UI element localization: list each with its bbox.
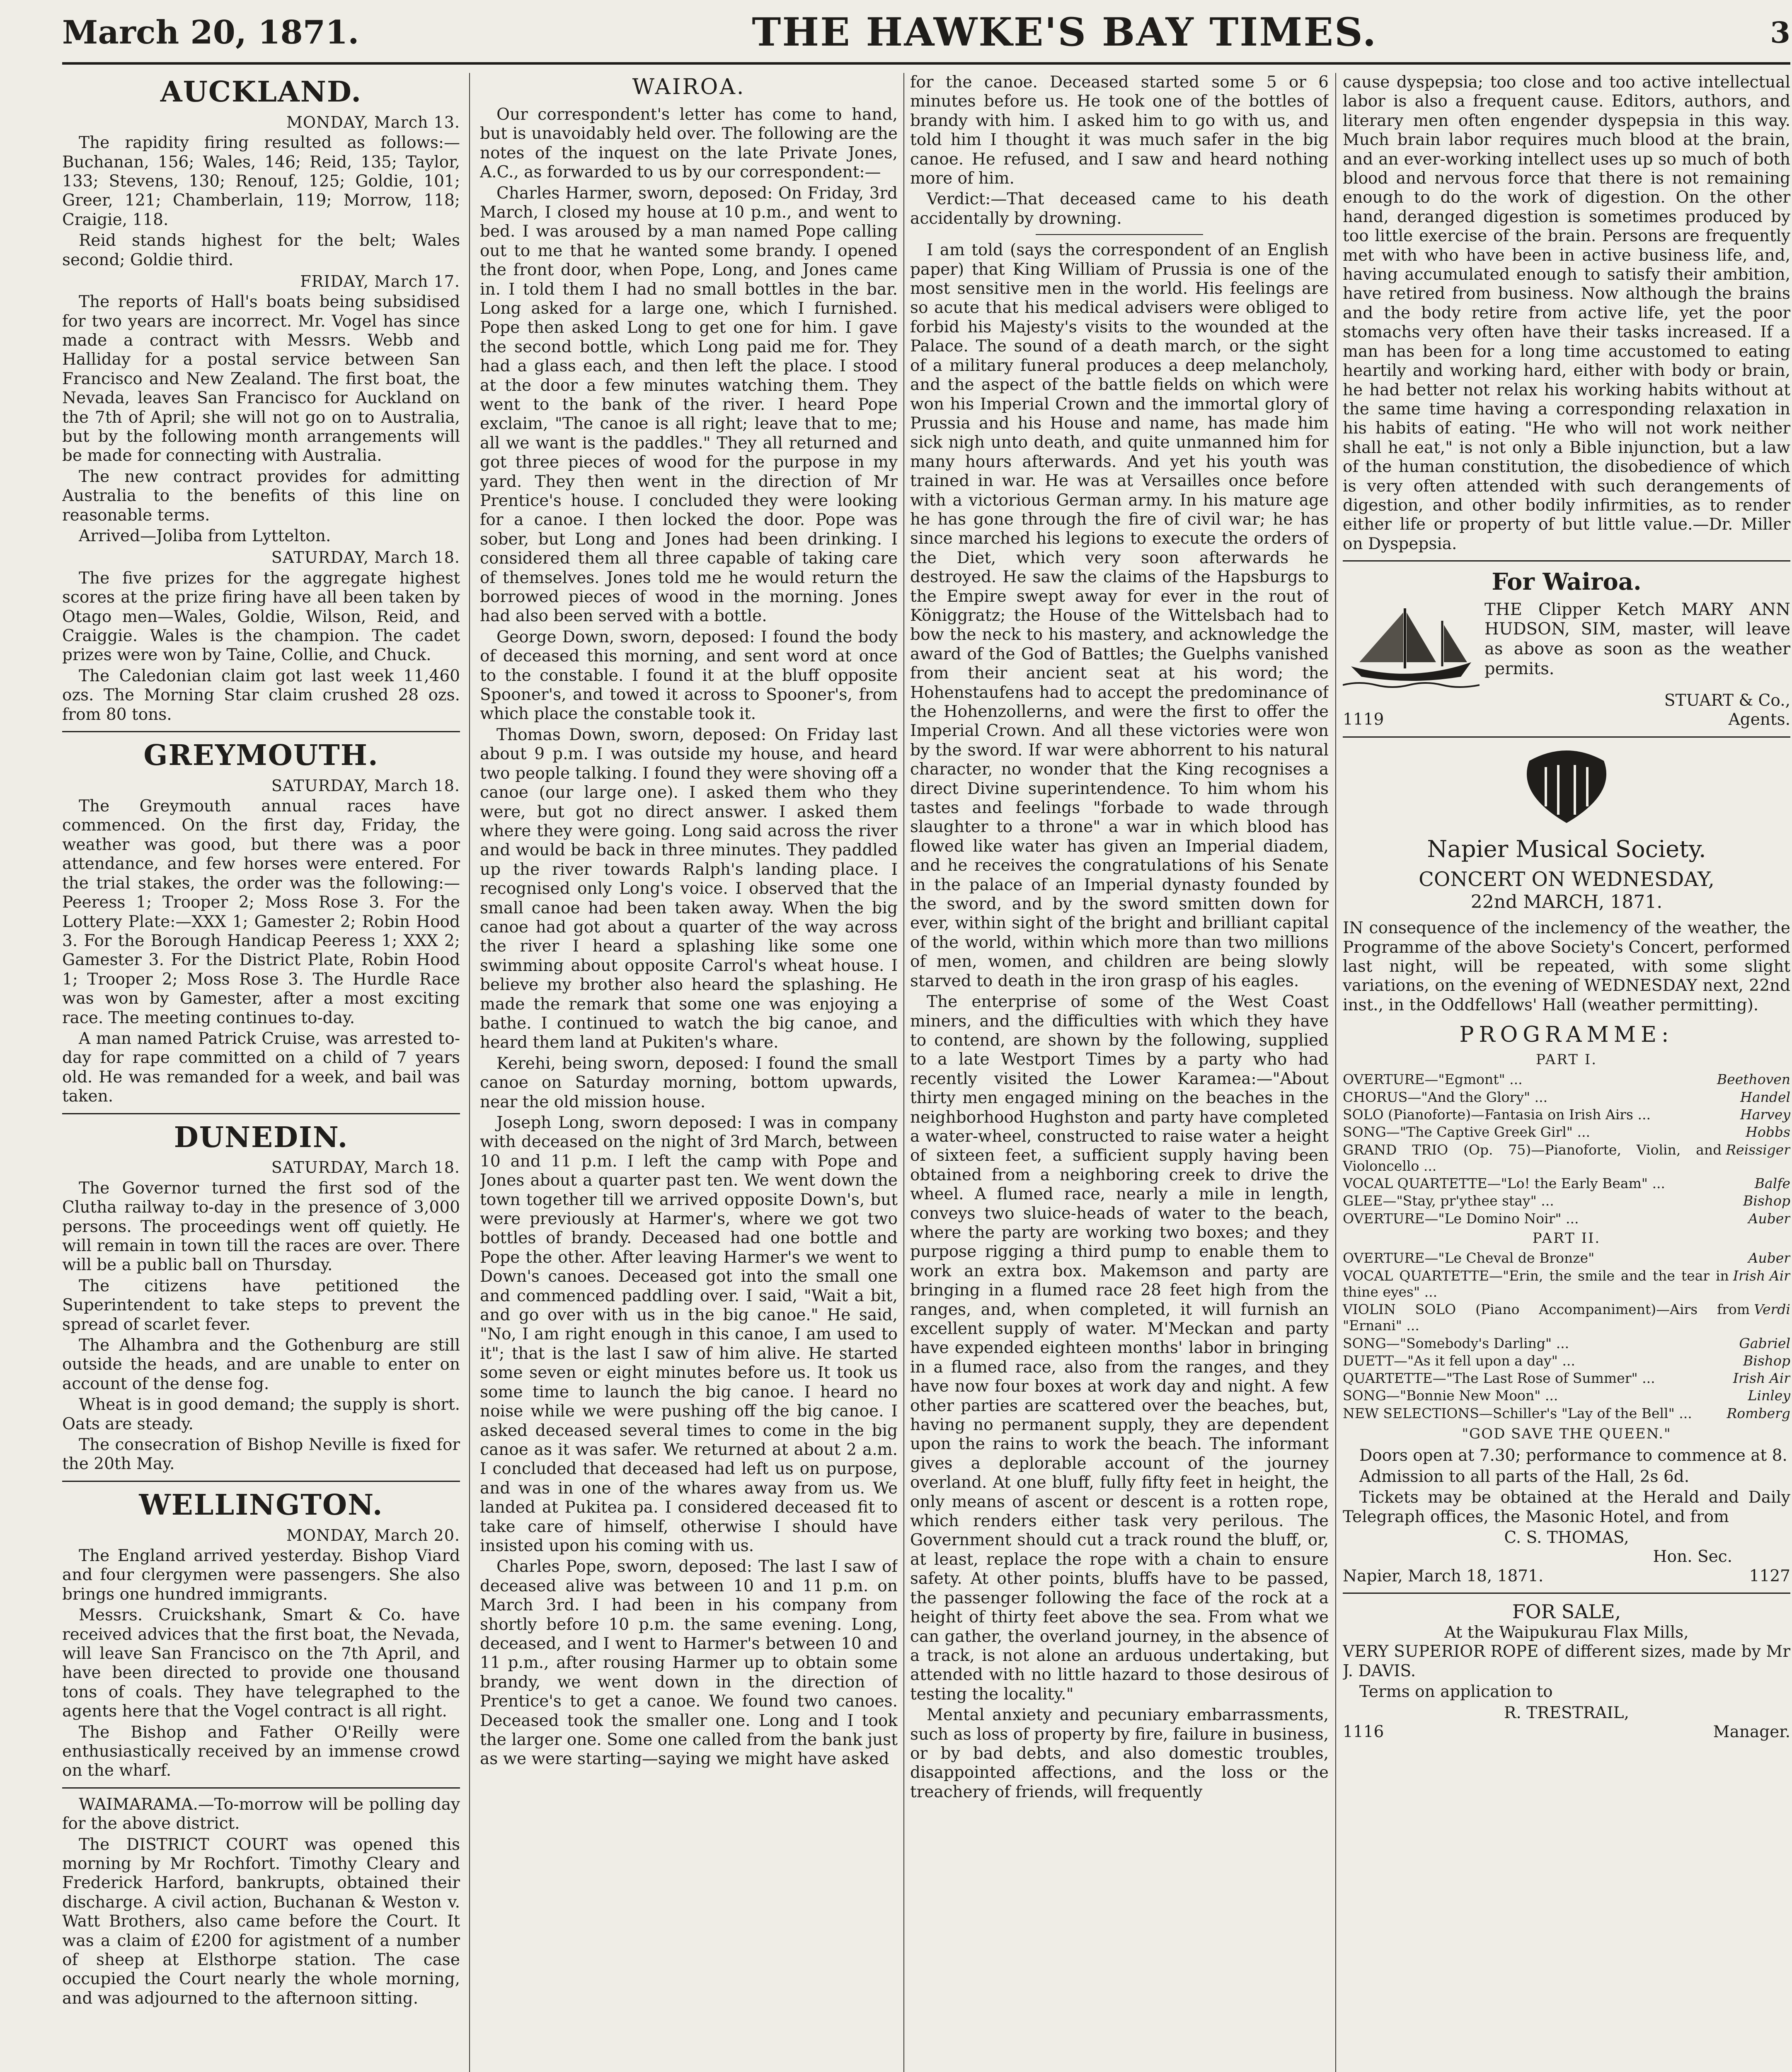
column-3	[910, 73, 1329, 2072]
sale-body: VERY SUPERIOR ROPE of different sizes, made by Mr J. DAVIS.	[1343, 1642, 1790, 1680]
ad-number: 1116	[1343, 1723, 1384, 1742]
programme-list-part-1	[1343, 1071, 1790, 1226]
programme-part-label: PART I.	[1535, 1051, 1598, 1068]
page-number: 3	[1770, 15, 1790, 50]
article-paragraph: The new contract provides for admitting Australia to the benefits of this line on reasonable terms.	[62, 467, 460, 525]
article-paragraph: The rapidity firing resulted as follows:—Buchanan, 156; Wales, 146; Reid, 135; Taylor, 133; Stevens, 130; Renouf, 125; Goldie, 101; Greer, 121; Chamberlain, 119; Morrow, 118; Craigie, 118.	[62, 133, 460, 229]
article-paragraph: Charles Harmer, sworn, deposed: On Friday, 3rd March, I closed my house at 10 p.m., and went to bed. I was aroused by a man named Pope calling out to me that he wanted some brandy. I opened the front door, when Pope, Long, and Jones came in. I told them I had no small bottles in the bar. Long asked for a large one, which I furnished. Pope then asked Long to get one for him. I gave the second bottle, which Long paid me for. They had a glass each, and then left the place. I stood at the door a few minutes watching them. They went to the bank of the river. I heard Pope exclaim, "The canoe is all right; leave that to me; all we want is the paddles." They all returned and got three pieces of wood for the purpose in my yard. They then went in the direction of Mr Prentice's house. I concluded they were looking for a canoe. I then locked the door. Pope was sober, but Long and Jones had been drinking. I considered them all three capable of taking care of themselves. Jones told me he would return the borrowed pieces of wood in the morning. Jones had also been served with a bottle.	[480, 184, 898, 626]
sale-terms: Terms on application to	[1359, 1682, 1553, 1702]
programme-item: SOLO (Pianoforte)—Fantasia on Irish Airs ... Harvey	[1343, 1106, 1790, 1123]
issue-date: March 20, 1871.	[62, 13, 359, 51]
programme-item: OVERTURE—"Le Domino Noir" ... Auber	[1343, 1210, 1790, 1227]
section-heading-dunedin: DUNEDIN.	[174, 1121, 349, 1154]
programme-item: OVERTURE—"Le Cheval de Bronze" Auber	[1343, 1250, 1790, 1266]
concert-notice: IN consequence of the inclemency of the weather, the Programme of the above Society's Concert, performed last night, will be repeated, with some slight variations, on the evening of WEDNESDAY next, 22nd inst., in the Oddfellows' Hall (weather permitting).	[1343, 919, 1790, 1014]
article-paragraph: The Caledonian claim got last week 11,460 ozs. The Morning Star claim crushed 28 ozs. from 80 tons.	[62, 666, 460, 724]
dateline: MONDAY, March 20.	[286, 1526, 460, 1544]
concert-doors: Doors open at 7.30; performance to commence at 8.	[1359, 1446, 1787, 1465]
section-rule	[1343, 560, 1790, 562]
article-paragraph: Our correspondent's letter has come to hand, but is unavoidably held over. The following are the notes of the inquest on the late Private Jones, A.C., as forwarded to us by our correspondent:—	[480, 105, 898, 182]
section-heading-wellington: WELLINGTON.	[139, 1488, 383, 1522]
column-divider	[469, 73, 470, 2072]
ad-agents-label: Agents.	[1728, 710, 1790, 729]
dateline: SATURDAY, March 18.	[271, 548, 460, 567]
section-rule	[1343, 1593, 1790, 1594]
advertisement-wairoa	[1343, 568, 1790, 729]
article-paragraph: Mental anxiety and pecuniary embarrassments, such as loss of property by fire, failure in business, or by bad debts, and also domestic troubles, disappointed affections, and the loss or the treachery of friends, will frequently	[910, 1706, 1329, 1801]
programme-item: VOCAL QUARTETTE—"Erin, the smile and the tear in thine eyes" ... Irish Air	[1343, 1267, 1790, 1300]
sale-subtitle: At the Waipukurau Flax Mills,	[1444, 1623, 1689, 1642]
section-heading-wairoa: WAIROA.	[632, 75, 746, 99]
sale-title: FOR SALE,	[1512, 1600, 1621, 1623]
section-heading-auckland: AUCKLAND.	[160, 75, 362, 109]
section-rule	[62, 1113, 460, 1114]
article-paragraph: Reid stands highest for the belt; Wales second; Goldie third.	[62, 231, 460, 269]
article-paragraph: WAIMARAMA.—To-morrow will be polling day for the above district.	[62, 1795, 460, 1833]
article-paragraph: Verdict:—That deceased came to his death accidentally by drowning.	[910, 190, 1329, 228]
ad-agent: STUART & Co.,	[1664, 691, 1790, 710]
lyre-ornament-icon	[1343, 744, 1790, 832]
advertisement-concert	[1343, 744, 1790, 1586]
article-paragraph: Thomas Down, sworn, deposed: On Friday last about 9 p.m. I was outside my house, and heard two people talking. I found they were shoving off a canoe (our large one). I asked them who they were, but got no direct answer. I asked them where they were going. Long said across the river and would be back in three minutes. They paddled up the river towards Ralph's landing place. I recognised only Long's voice. I observed that the small canoe had been taken away. When the big canoe had got about a quarter of the way across the river I heard a splashing like some one swimming about opposite Carrol's wheat house. I believe my brother also heard the splashing. He made the remark that some one was enjoying a bathe. I continued to watch the big canoe, and heard them land at Pukiten's whare.	[480, 725, 898, 1052]
sale-contact-name: R. TRESTRAIL,	[1504, 1703, 1629, 1722]
dateline: FRIDAY, March 17.	[300, 272, 460, 290]
article-paragraph: The Bishop and Father O'Reilly were enthusiastically received by an immense crowd on the wharf.	[62, 1723, 460, 1780]
article-paragraph: The Governor turned the first sod of the Clutha railway to-day in the presence of 3,000 persons. The proceedings went off quietly. He will remain in town till the races are over. There will be a public ball on Thursday.	[62, 1179, 460, 1275]
article-paragraph: The enterprise of some of the West Coast miners, and the difficulties with which they have to contend, are shown by the following, supplied to a late Westport Times by a party who had recently visited the Lower Karamea:—"About thirty men engaged mining on the beaches in the neighborhood Hughston and party have completed a water-wheel, constructed to raise water a height of sixteen feet, a sufficient supply having been obtained from a neighboring creek to drive the wheel. A flumed race, nearly a mile in length, conveys two sluice-heads of water to the beach, where the party are working two boxes; and they purpose rigging a third pump to enable them to work an extra box. Makemson and party are bringing in a flumed race 28 feet high from the ranges, and, when completed, it will furnish an excellent supply of water. M'Meckan and party have expended eighteen months' labor in bringing in a flumed race, also from the ranges, and they have now four boxes at work day and night. A few other parties are scattered over the beaches, but, having no permanent supply, they are dependent upon the rains to work the beach. The informant gives a deplorable account of the journey overland. At one bluff, fully fifty feet in height, the only means of ascent or descent is a rotten rope, which renders either task very perilous. The Government should cut a track round the bluff, or, at least, replace the rope with a chain to ensure safety. At other points, bluffs have to be passed, the passenger following the face of the rock at a height of thirty feet above the sea. From what we can gather, the overland journey, in the absence of a track, is not alone an arduous undertaking, but attended with no little hazard to those desirous of testing the locality."	[910, 992, 1329, 1704]
article-paragraph: Messrs. Cruickshank, Smart & Co. have received advices that the first boat, the Nevada, will leave San Francisco on the 7th April, and have been directed to provide one thousand tons of coals. They have telegraphed to the agents here that the Vogel contract is all right.	[62, 1606, 460, 1721]
article-paragraph: Arrived—Joliba from Lyttelton.	[79, 527, 331, 546]
article-paragraph: A man named Patrick Cruise, was arrested to-day for rape committed on a child of 7 years old. He was remanded for a week, and bail was taken.	[62, 1029, 460, 1106]
dateline: SATURDAY, March 18.	[271, 1158, 460, 1177]
article-paragraph: The five prizes for the aggregate highest scores at the prize firing have all been taken by Otago men—Wales, Goldie, Wilson, Reid, and Craiggie. Wales is the champion. The cadet prizes were won by Taine, Collie, and Chuck.	[62, 569, 460, 665]
advertisement-rope-sale	[1343, 1600, 1790, 1742]
section-rule	[62, 731, 460, 732]
programme-item: SONG—"The Captive Greek Girl" ... Hobbs	[1343, 1124, 1790, 1140]
society-name: Napier Musical Society.	[1427, 836, 1706, 863]
sailing-ship-icon	[1343, 600, 1480, 691]
article-paragraph: Kerehi, being sworn, deposed: I found the small canoe on Saturday morning, bottom upwards, near the old mission house.	[480, 1054, 898, 1111]
ad-signoff: Napier, March 18, 1871.	[1343, 1566, 1544, 1585]
section-rule	[1343, 736, 1790, 738]
column-1	[62, 73, 460, 2072]
programme-item: OVERTURE—"Egmont" ... Beethoven	[1343, 1071, 1790, 1088]
column-2	[480, 73, 898, 2072]
programme-item: GRAND TRIO (Op. 75)—Pianoforte, Violin, and Violoncello ... Reissiger	[1343, 1141, 1790, 1174]
article-paragraph: The Greymouth annual races have commenced. On the first day, Friday, the weather was good, but there was a poor attendance, and few horses were entered. For the trial stakes, the order was the following:—Peeress 1; Trooper 2; Moss Rose 3. For the Lottery Plate:—XXX 1; Gamester 2; Robin Hood 3. For the Borough Handicap Peeress 1; XXX 2; Gamester 3. For the District Plate, Robin Hood 1; Trooper 2; Moss Rose 3. The Hurdle Race was won by Gamester, after a most exciting race. The meeting continues to-day.	[62, 797, 460, 1027]
article-paragraph: Charles Pope, sworn, deposed: The last I saw of deceased alive was between 10 and 11 p.m. on March 3rd. I had been in his company from shortly before 10 p.m. the same evening. Long, deceased, and I went to Harmer's between 10 and 11 p.m., after rousing Harmer up to obtain some brandy, we went down in the direction of Prentice's to get a canoe. We found two canoes. Deceased took the smaller one. Long and I took the larger one. Some one called from the bank just as we were starting—saying we might have asked	[480, 1557, 898, 1769]
programme-item: QUARTETTE—"The Last Rose of Summer" ... Irish Air	[1343, 1370, 1790, 1387]
article-paragraph: Wheat is in good demand; the supply is short. Oats are steady.	[62, 1395, 460, 1433]
article-paragraph: cause dyspepsia; too close and too active intellectual labor is also a frequent cause. Editors, authors, and literary men often engender dyspepsia in this way. Much brain labor requires much blood at the brain, and an ever-working intellect uses up so much of both blood and nervous force that there is not remaining enough to do the work of digestion. On the other hand, deranged digestion is sometimes produced by too little exercise of the brain. Persons are frequently met with who have been in active business life, and, having accumulated enough to satisfy their ambition, have retired from business. Now although the brains and the body retire from active life, yet the poor stomachs very often have their tasks increased. If a man has been for a long time accustomed to eating heartily and working hard, either with body or brain, he had better not relax his working habits without at the same time having a corresponding relaxation in his habits of eating. "He who will not work neither shall he eat," is not only a Bible injunction, but a law of the human constitution, the disobedience of which is very often attended with such derangements of digestion, and other bodily infirmities, as to render either life or property of but little value.—Dr. Miller on Dyspepsia.	[1343, 73, 1790, 553]
article-paragraph: George Down, sworn, deposed: I found the body of deceased this morning, and sent word at once to the constable. I found it at the bluff opposite Spooner's, and towed it across to Spooner's, from which place the constable took it.	[480, 627, 898, 724]
masthead	[62, 7, 1790, 57]
programme-item: CHORUS—"And the Glory" ... Handel	[1343, 1089, 1790, 1105]
programme-item: VIOLIN SOLO (Piano Accompaniment)—Airs from "Ernani" ... Verdi	[1343, 1301, 1790, 1334]
anthem-line: "GOD SAVE THE QUEEN."	[1462, 1425, 1671, 1442]
programme-part-label: PART II.	[1532, 1230, 1601, 1247]
article-paragraph: for the canoe. Deceased started some 5 or 6 minutes before us. He took one of the bottles of brandy with him. I asked him to go with us, and told him I thought it was much safer in the big canoe. He refused, and I saw and heard nothing more of him.	[910, 73, 1329, 188]
programme-item: SONG—"Bonnie New Moon" ... Linley	[1343, 1387, 1790, 1404]
ad-number: 1127	[1749, 1566, 1790, 1585]
ad-number: 1119	[1343, 710, 1384, 729]
section-heading-greymouth: GREYMOUTH.	[143, 738, 379, 772]
concert-tickets: Tickets may be obtained at the Herald and Daily Telegraph offices, the Masonic Hotel, and from	[1343, 1488, 1790, 1526]
dateline: MONDAY, March 13.	[286, 113, 460, 131]
programme-item: SONG—"Somebody's Darling" ... Gabriel	[1343, 1335, 1790, 1351]
concert-date: 22nd MARCH, 1871.	[1470, 891, 1663, 913]
article-paragraph: The DISTRICT COURT was opened this morning by Mr Rochfort. Timothy Cleary and Frederick Harford, bankrupts, obtained their discharge. A civil action, Buchanan & Weston v. Watt Brothers, also came before the Court. It was a claim of £200 for agistment of a number of sheep at Elsthorpe station. The case occupied the Court nearly the whole morning, and was adjourned to the afternoon sitting.	[62, 1835, 460, 2008]
secretary-name: C. S. THOMAS,	[1504, 1528, 1629, 1547]
section-rule	[1036, 234, 1203, 235]
masthead-rule	[62, 62, 1790, 65]
programme-item: VOCAL QUARTETTE—"Lo! the Early Beam" ... Balfe	[1343, 1175, 1790, 1192]
column-divider	[1335, 73, 1336, 2072]
secretary-title: Hon. Sec.	[1653, 1547, 1732, 1566]
dateline: SATURDAY, March 18.	[271, 776, 460, 795]
column-divider	[903, 73, 904, 2072]
sale-contact-role: Manager.	[1713, 1723, 1790, 1742]
concert-admission: Admission to all parts of the Hall, 2s 6d.	[1359, 1467, 1690, 1486]
article-paragraph: I am told (says the correspondent of an English paper) that King William of Prussia is one of the most sensitive men in the world. His feelings are so acute that his medical advisers were obliged to forbid his Majesty's visits to the wounded at the Palace. The sound of a death march, or the sight of a military funeral produces a deep melancholy, and the aspect of the battle fields on which were won his Imperial Crown and the immortal glory of Prussia and his House and name, has made him sick nigh unto death, and quite unmanned him for many hours afterwards. And yet his youth was trained in war. He was at Versailles once before with a victorious German army. In his mature age he has gone through the fire of civil war; he has since marched his legions to execute the orders of the Diet, which very soon afterwards he destroyed. He saw the claims of the Hapsburgs to the Empire swept away for ever in the rout of Königgratz; the House of the Wittelsbach had to bow the neck to his mastery, and acknowledge the award of the God of Battles; the Guelphs vanished from their ancient seat at his word; the Hohenstaufens had to accept the predominance of the Hohenzollerns, and were the first to offer the Imperial Crown. And all these victories were won by the sword. If war were abhorrent to his natural character, no wonder that the King recognises a direct Divine superintendence. To him whom his tastes and feelings "forbade to wade through slaughter to a throne" a war in which blood has flowed like water has given an Imperial diadem, and he receives the congratulations of his Senate in the palace of an Imperial dynasty founded by the sword, and by the sword smitten down for ever, within sight of the bright and brilliant capital of the world, within which more than two millions of men, women, and children are being slowly starved to death in the iron grasp of his eagles.	[910, 241, 1329, 990]
section-rule	[62, 1481, 460, 1482]
ad-title: For Wairoa.	[1492, 568, 1642, 596]
newspaper-title: THE HAWKE'S BAY TIMES.	[752, 10, 1378, 55]
programme-item: GLEE—"Stay, pr'ythee stay" ... Bishop	[1343, 1193, 1790, 1209]
article-paragraph: Joseph Long, sworn deposed: I was in company with deceased on the night of 3rd March, between 10 and 11 p.m. I left the camp with Pope and Jones about a quarter past ten. We went down the town together till we arrived opposite Down's, but were previously at Harmer's, where we got two bottles of brandy. Deceased had one bottle and Pope the other. After leaving Harmer's we went to Down's canoes. Deceased got into the small one and commenced paddling over. I said, "Wait a bit, and go over with us in the big canoe." He said, "No, I am right enough in this canoe, I am used to it"; that is the last I saw of him alive. He started some seven or eight minutes before us. It took us some time to launch the big canoe. I heard no noise while we were pushing off the big canoe. I asked deceased several times to come in the big canoe as it was safer. We returned at about 2 a.m. I concluded that deceased had left us on purpose, and was in one of the whares away from us. We landed at Pukitea pa. I considered deceased fit to take care of himself, otherwise I should have insisted upon his coming with us.	[480, 1113, 898, 1555]
programme-list-part-2	[1343, 1250, 1790, 1421]
article-paragraph: The reports of Hall's boats being subsidised for two years are incorrect. Mr. Vogel has since made a contract with Messrs. Webb and Halliday for a postal service between San Francisco and New Zealand. The first boat, the Nevada, leaves San Francisco for Auckland on the 7th of April; she will not go on to Australia, but by the following month arrangements will be made for connecting with Australia.	[62, 293, 460, 465]
concert-heading: CONCERT ON WEDNESDAY,	[1419, 867, 1715, 891]
ad-body: THE Clipper Ketch MARY ANN HUDSON, SIM, master, will leave as above as soon as the weather permits.	[1484, 600, 1790, 678]
programme-item: NEW SELECTIONS—Schiller's "Lay of the Bell" ... Romberg	[1343, 1405, 1790, 1421]
article-paragraph: The England arrived yesterday. Bishop Viard and four clergymen were passengers. She also brings one hundred immigrants.	[62, 1546, 460, 1604]
article-paragraph: The Alhambra and the Gothenburg are still outside the heads, and are unable to enter on account of the dense fog.	[62, 1336, 460, 1393]
section-rule	[62, 1787, 460, 1789]
programme-title: PROGRAMME:	[1459, 1022, 1674, 1048]
programme-item: DUETT—"As it fell upon a day" ... Bishop	[1343, 1352, 1790, 1369]
article-paragraph: The citizens have petitioned the Superintendent to take steps to prevent the spread of scarlet fever.	[62, 1276, 460, 1334]
article-paragraph: The consecration of Bishop Neville is fixed for the 20th May.	[62, 1435, 460, 1474]
column-4	[1343, 73, 1790, 2072]
